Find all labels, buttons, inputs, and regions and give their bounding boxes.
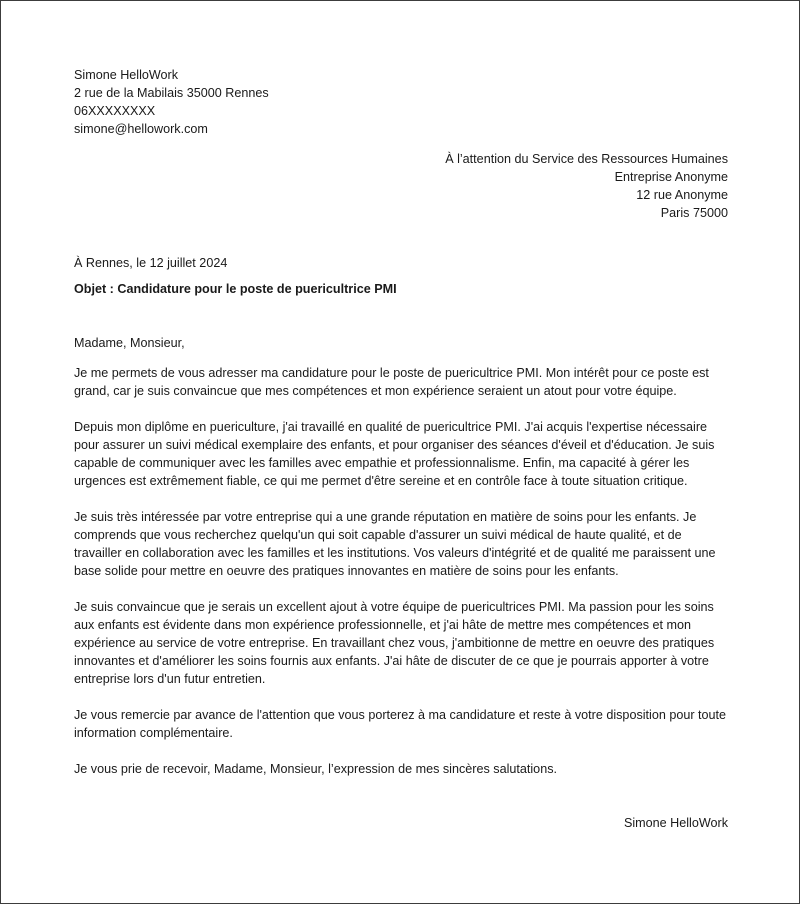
- closing-formula: Je vous prie de recevoir, Madame, Monsieur, l’expression de mes sincères salutations.: [74, 762, 557, 776]
- date-line: À Rennes, le 12 juillet 2024: [74, 256, 228, 270]
- paragraph-3: Je suis très intéressée par votre entreprise qui a une grande réputation en matière de soins pour les enfants. Je comprends que vous recherchez quelqu'un qui soit capable d'assurer un suivi médical de haute qualité, et de travailler en collaboration avec les familles et les institutions. Vos valeurs d'intégrité et de qualité me paraissent une base solide pour mettre en oeuvre des pratiques innovantes en matière de soins pour les enfants.: [74, 510, 716, 578]
- subject-line: Objet : Candidature pour le poste de puericultrice PMI: [74, 282, 397, 296]
- recipient-street: 12 rue Anonyme: [636, 188, 728, 202]
- paragraph-1: Je me permets de vous adresser ma candidature pour le poste de puericultrice PMI. Mon intérêt pour ce poste est grand, car je suis convaincue que mes compétences et mon expérience seraient un atout pour votre équipe.: [74, 366, 709, 398]
- recipient-block: [74, 150, 728, 222]
- sender-email: simone@hellowork.com: [74, 122, 208, 136]
- paragraph-5: Je vous remercie par avance de l'attention que vous porterez à ma candidature et reste à votre disposition pour toute information complémentaire.: [74, 708, 727, 740]
- sender-phone: 06XXXXXXXX: [74, 104, 156, 118]
- sender-block: [74, 66, 728, 138]
- recipient-attention: À l’attention du Service des Ressources Humaines: [445, 152, 728, 166]
- letter-body: [74, 66, 728, 832]
- signature: Simone HelloWork: [623, 816, 728, 830]
- sender-name: Simone HelloWork: [74, 68, 179, 82]
- paragraph-4: Je suis convaincue que je serais un excellent ajout à votre équipe de puericultrices PMI. Ma passion pour les soins aux enfants est évidente dans mon expérience professionnelle, et j'ai hâte de mettre mes compétences et mon expérience au service de votre entreprise. En travaillant chez vous, j'ambitionne de mettre en oeuvre des pratiques innovantes et d'améliorer les soins fournis aux enfants. J'ai hâte de discuter de ce que je pourrais apporter à votre entreprise lors d'un futur entretien.: [74, 600, 715, 686]
- recipient-city: Paris 75000: [660, 206, 728, 220]
- salutation: Madame, Monsieur,: [74, 336, 185, 350]
- paragraph-2: Depuis mon diplôme en puericulture, j'ai travaillé en qualité de puericultrice PMI. J'ai acquis l'expertise nécessaire pour assurer un suivi médical exemplaire des enfants, et pour organiser des séances d'éveil et d'éducation. Je suis capable de communiquer avec les familles avec empathie et professionnalisme. Enfin, ma capacité à gérer les urgences est extrêmement fiable, ce qui me permet d'être sereine et en contrôle face à toute situation critique.: [74, 420, 715, 488]
- recipient-company: Entreprise Anonyme: [614, 170, 728, 184]
- sender-address: 2 rue de la Mabilais 35000 Rennes: [74, 86, 269, 100]
